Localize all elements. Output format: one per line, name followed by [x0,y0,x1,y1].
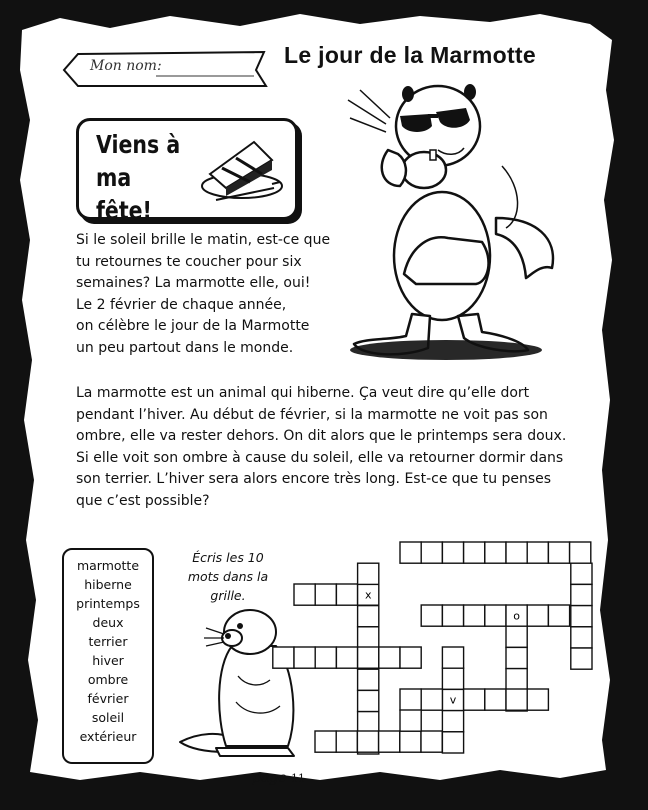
crossword-cell[interactable] [421,605,442,626]
crossword-cell[interactable] [506,689,527,710]
body-line: ombre, elle va rester dehors. On dit alors que le printemps sera doux. [76,428,567,444]
crossword-cell[interactable] [485,689,506,710]
crossword-cell[interactable] [294,584,315,605]
word-list-item: printemps [76,596,140,611]
instruction-line: mots dans la [187,569,269,584]
word-list-item: deux [92,615,124,630]
crossword-cell[interactable] [442,711,463,732]
intro-line: Si le soleil brille le matin, est-ce que [76,232,331,248]
page-label: page [252,770,287,786]
crossword-cell[interactable] [400,647,421,668]
crossword-cell[interactable] [421,542,442,563]
crossword-cell[interactable] [527,689,548,710]
body-line: Si elle voit son ombre à cause du soleil, elle va retourner dormir dans [76,449,564,466]
crossword-cell[interactable] [506,669,527,690]
word-list-item: hiver [92,653,124,668]
instruction-line: Écris les 10 [192,550,264,565]
crossword-cell[interactable] [464,605,485,626]
word-list-item: ombre [87,672,129,687]
instruction-line: grille. [210,588,246,603]
crossword-cell[interactable] [570,542,591,563]
crossword-cell[interactable] [336,584,357,605]
crossword-cell[interactable] [358,669,379,690]
crossword-cell[interactable] [273,647,294,668]
crossword-cell[interactable] [400,710,421,731]
crossword-cell[interactable] [442,647,463,668]
crossword-cell[interactable] [464,542,485,563]
word-list-item: terrier [88,634,128,649]
crossword-cell[interactable] [571,584,592,605]
crossword-cell[interactable] [358,690,379,711]
crossword-cell[interactable] [421,731,442,752]
crossword-hint-letter: o [513,609,520,623]
body-line: pendant l’hiver. Au début de février, si la marmotte ne voit pas son [76,406,548,423]
word-list-item: février [87,691,129,706]
intro-line: tu retournes te coucher pour six [76,253,302,270]
crossword-cell[interactable] [571,563,592,584]
crossword-cell[interactable] [379,647,400,668]
crossword-cell[interactable] [358,627,379,648]
crossword-cell[interactable] [442,732,463,753]
crossword-cell[interactable] [548,605,569,626]
crossword-cell[interactable] [315,647,336,668]
name-label: Mon nom: [90,58,162,74]
crossword-cell[interactable] [336,647,357,668]
page-number [252,770,305,786]
crossword-cell[interactable] [442,605,463,626]
crossword-hint-letter: v [449,693,457,707]
intro-line: un peu partout dans le monde. [76,339,294,356]
crossword-cell[interactable] [358,712,379,733]
crossword-cell[interactable] [527,605,548,626]
crossword-cell[interactable] [294,647,315,668]
crossword-cell[interactable] [358,606,379,627]
crossword-cell[interactable] [379,731,400,752]
crossword-hint-letter: x [364,588,372,602]
crossword-cell[interactable] [485,605,506,626]
crossword-cell[interactable] [548,542,569,563]
page-title: Le jour de la Marmotte [284,42,536,68]
crossword-cell[interactable] [400,731,421,752]
intro-line: on célèbre le jour de la Marmotte [76,318,310,334]
crossword-cell[interactable] [358,563,379,584]
crossword-cell[interactable] [357,731,378,752]
word-list-item: marmotte [76,558,140,573]
intro-line: Le 2 février de chaque année, [76,296,287,313]
crossword-cell[interactable] [358,647,379,668]
crossword-cell[interactable] [421,689,442,710]
crossword-cell[interactable] [485,542,506,563]
crossword-cell[interactable] [571,627,592,648]
crossword-cell[interactable] [400,689,421,710]
intro-line: semaines? La marmotte elle, oui! [76,275,311,291]
crossword-cell[interactable] [506,647,527,668]
body-line: La marmotte est un animal qui hiberne. Ça veut dire qu’elle dort [76,385,530,401]
crossword-cell[interactable] [571,648,592,669]
crossword-cell[interactable] [442,668,463,689]
crossword-cell[interactable] [315,584,336,605]
invitation-line-1: Viens à [96,130,181,159]
crossword-cell[interactable] [336,731,357,752]
crossword-cell[interactable] [442,542,463,563]
crossword-cell[interactable] [571,606,592,627]
crossword-cell[interactable] [506,626,527,647]
word-list-item: extérieur [79,729,137,744]
word-list-item: hiberne [84,577,132,592]
body-line: son terrier. L’hiver sera alors encore très long. Est-ce que tu penses [76,471,552,487]
page-number-value: 11 [291,772,306,785]
crossword-cell[interactable] [527,542,548,563]
crossword-cell[interactable] [315,731,336,752]
crossword-cell[interactable] [464,689,485,710]
word-list-item: soleil [91,710,125,725]
invitation-line-2: ma fête! [96,163,152,225]
crossword-cell[interactable] [400,542,421,563]
body-line: que c’est possible? [76,492,210,509]
crossword-cell[interactable] [506,542,527,563]
